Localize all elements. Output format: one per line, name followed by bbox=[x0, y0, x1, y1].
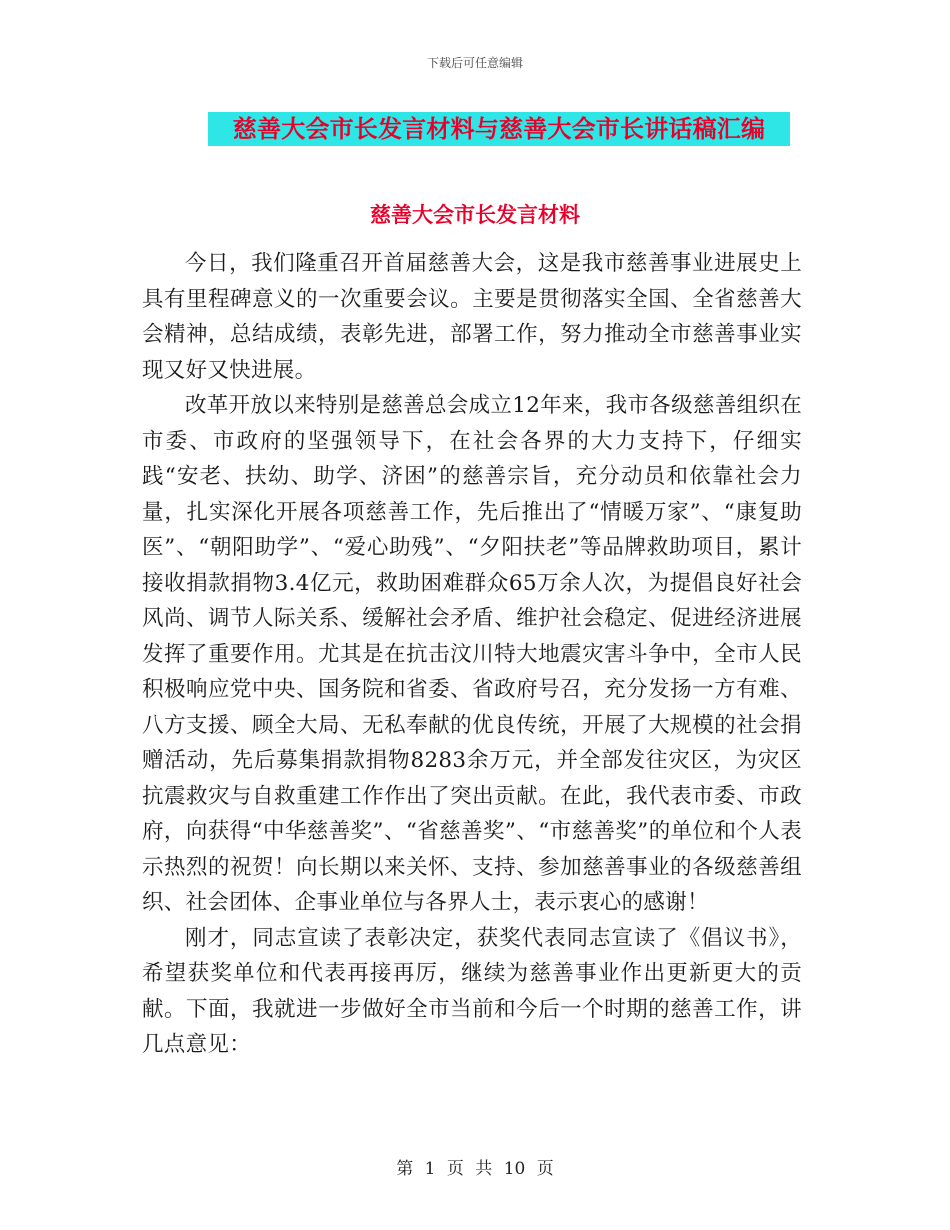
section-title: 慈善大会市长发言材料 bbox=[370, 203, 580, 227]
document-body bbox=[142, 246, 802, 1063]
page-header-note: 下载后可任意编辑 bbox=[426, 56, 523, 70]
page-number: 第 1 页 共 10 页 bbox=[396, 1159, 554, 1179]
paragraph-3: 刚才，同志宣读了表彰决定，获奖代表同志宣读了《倡议书》，希望获奖单位和代表再接再厉，继续为慈善事业作出更新更大的贡献。下面，我就进一步做好全市当前和今后一个时期的慈善工作，讲几点意见： bbox=[142, 925, 802, 1057]
main-title-highlight bbox=[208, 112, 790, 146]
paragraph-1: 今日，我们隆重召开首届慈善大会，这是我市慈善事业进展史上具有里程碑意义的一次重要会议。主要是贯彻落实全国、全省慈善大会精神，总结成绩，表彰先进，部署工作，努力推动全市慈善事业实现又好又快进展。 bbox=[142, 251, 802, 383]
main-title: 慈善大会市长发言材料与慈善大会市长讲话稿汇编 bbox=[232, 115, 766, 143]
paragraph-2: 改革开放以来特别是慈善总会成立12年来，我市各级慈善组织在市委、市政府的坚强领导下，在社会各界的大力支持下，仔细实践“安老、扶幼、助学、济困”的慈善宗旨，充分动员和依靠社会力量，扎实深化开展各项慈善工作，先后推出了“情暖万家”、“康复助医”、“朝阳助学”、“爱心助残”、“夕阳扶老”等品牌救助项目，累计接收捐款捐物3.4亿元，救助困难群众65万余人次，为提倡良好社会风尚、调节人际关系、缓解社会矛盾、维护社会稳定、促进经济进展发挥了重要作用。尤其是在抗击汶川特大地震灾害斗争中，全市人民积极响应党中央、国务院和省委、省政府号召，充分发扬一方有难、八方支援、顾全大局、无私奉献的优良传统，开展了大规模的社会捐赠活动，先后募集捐款捐物8283余万元，并全部发往灾区，为灾区抗震救灾与自救重建工作作出了突出贡献。在此，我代表市委、市政府，向获得“中华慈善奖”、“省慈善奖”、“市慈善奖”的单位和个人表示热烈的祝贺！向长期以来关怀、支持、参加慈善事业的各级慈善组织、社会团体、企事业单位与各界人士，表示衷心的感谢！ bbox=[142, 393, 802, 915]
